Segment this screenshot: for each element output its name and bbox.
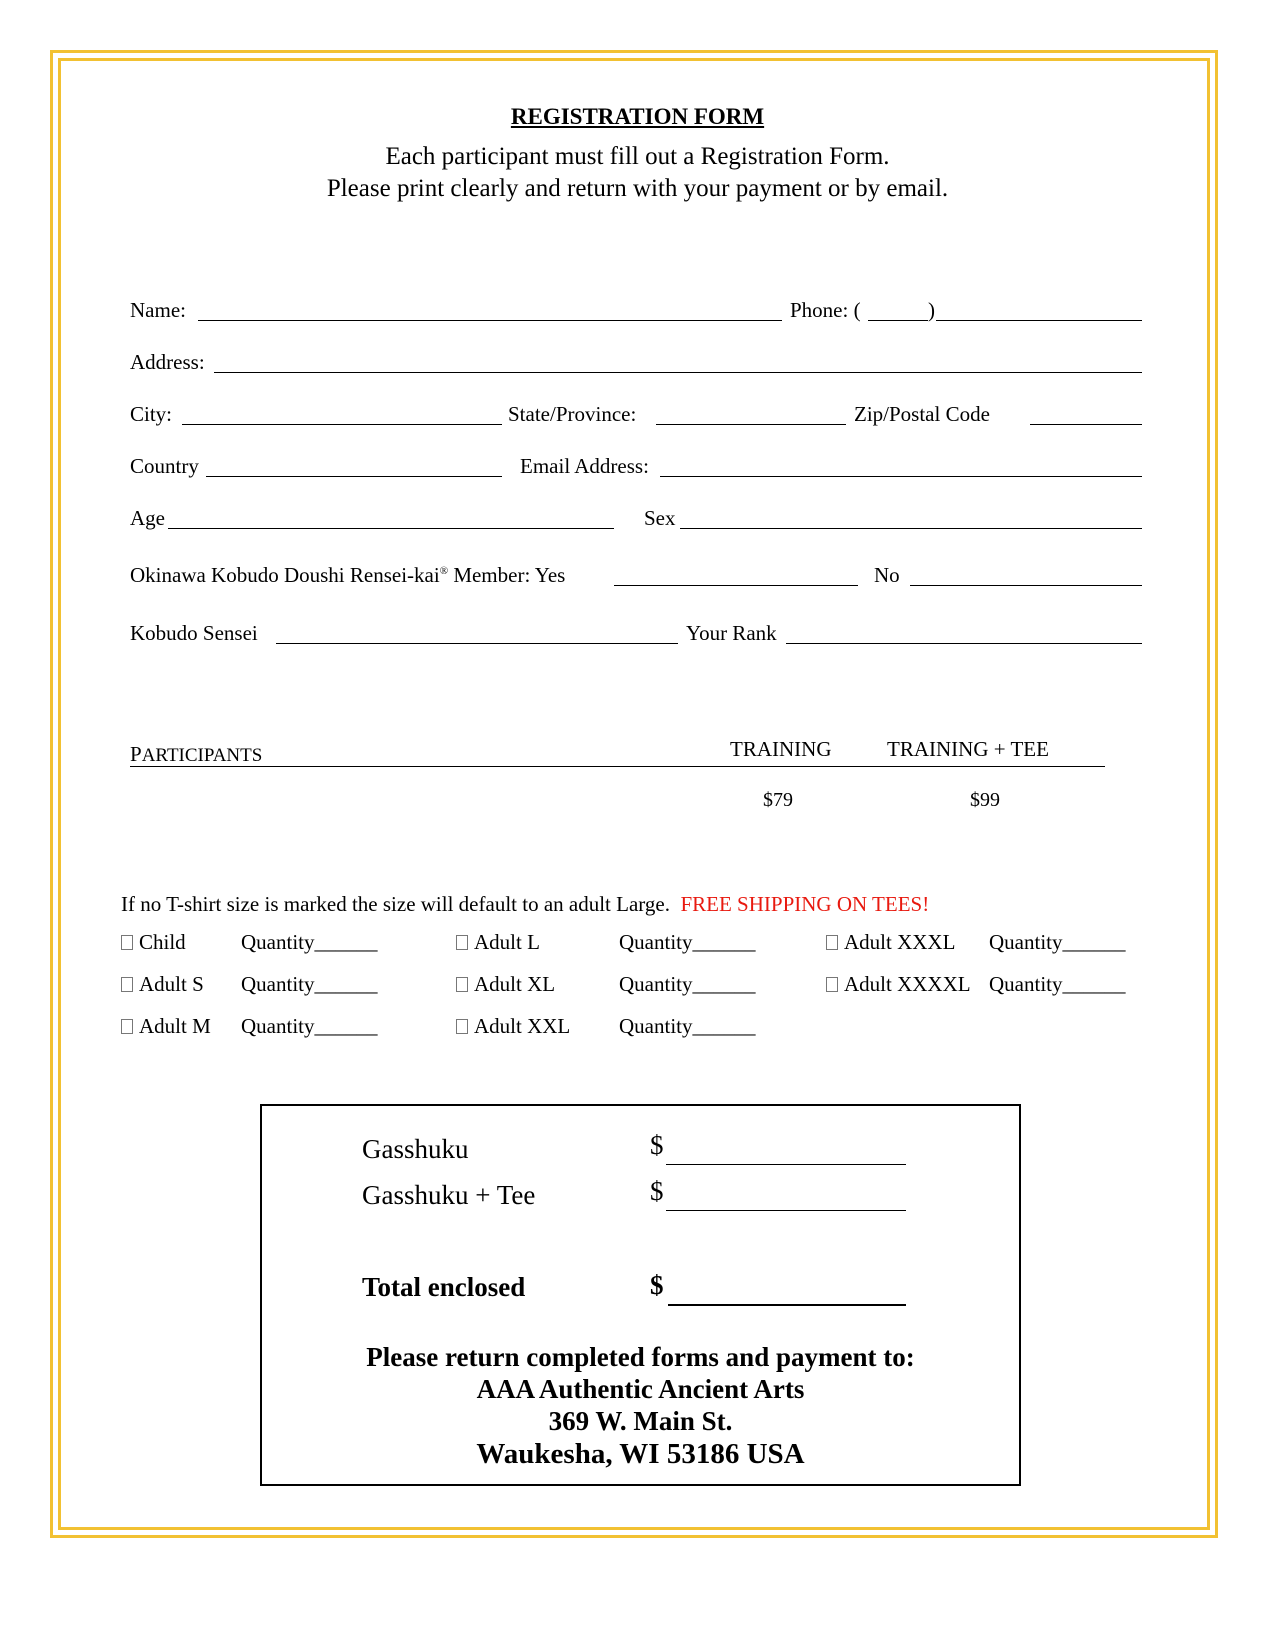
total-amount-field[interactable] — [668, 1304, 906, 1306]
size-adult-xxxxl[interactable]: Adult XXXXL — [826, 972, 971, 997]
training-tee-header: TRAINING + TEE — [887, 737, 1049, 761]
member-no-label: No — [874, 563, 900, 587]
quantity-adult-xxxl[interactable]: Quantity______ — [989, 930, 1126, 954]
rank-label: Your Rank — [686, 621, 777, 645]
member-yes-label: Member: Yes — [448, 563, 566, 587]
zip-label: Zip/Postal Code — [854, 402, 990, 426]
checkbox-icon[interactable] — [456, 935, 468, 950]
sensei-field[interactable] — [276, 643, 678, 644]
state-field[interactable] — [656, 424, 846, 425]
training-tee-price: $99 — [970, 789, 1000, 811]
age-sex-row — [130, 506, 1142, 536]
quantity-adult-m[interactable]: Quantity______ — [241, 1014, 378, 1038]
sex-label: Sex — [644, 506, 676, 530]
return-instructions: Please return completed forms and payment to: — [366, 1342, 915, 1372]
checkbox-icon[interactable] — [121, 935, 133, 950]
quantity-adult-xxxxl[interactable]: Quantity______ — [989, 972, 1126, 996]
member-yes-field[interactable] — [614, 585, 858, 586]
form-title: REGISTRATION FORM — [510, 104, 765, 129]
email-field[interactable] — [660, 476, 1142, 477]
quantity-adult-xxl[interactable]: Quantity______ — [619, 1014, 756, 1038]
participants-field[interactable] — [130, 766, 1105, 767]
total-dollar: $ — [650, 1270, 664, 1300]
address-field[interactable] — [214, 372, 1142, 373]
country-email-row — [130, 454, 1142, 484]
checkbox-icon[interactable] — [826, 977, 838, 992]
sensei-label: Kobudo Sensei — [130, 621, 258, 645]
checkbox-icon[interactable] — [456, 1019, 468, 1034]
member-no-field[interactable] — [910, 585, 1142, 586]
gasshuku-dollar: $ — [650, 1130, 664, 1160]
city-state-zip: Waukesha, WI 53186 USA — [476, 1438, 805, 1470]
email-label: Email Address: — [520, 454, 649, 478]
street-address: 369 W. Main St. — [548, 1406, 733, 1436]
participants-label: PARTICIPANTS — [130, 742, 263, 766]
member-row — [130, 563, 1142, 593]
training-price: $79 — [763, 789, 793, 811]
address-row — [130, 350, 1142, 380]
quantity-adult-xl[interactable]: Quantity______ — [619, 972, 756, 996]
instruction-line-1: Each participant must fill out a Registration Form. — [385, 143, 890, 170]
member-org: Okinawa Kobudo Doushi Rensei-kai — [130, 563, 440, 587]
size-adult-s[interactable]: Adult S — [121, 972, 204, 997]
name-phone-row — [130, 298, 1142, 328]
phone-field[interactable] — [936, 320, 1142, 321]
sensei-rank-row — [130, 621, 1142, 651]
country-label: Country — [130, 454, 199, 478]
city-state-zip-row — [130, 402, 1142, 432]
free-shipping-promo: FREE SHIPPING ON TEES! — [680, 892, 930, 916]
checkbox-icon[interactable] — [826, 935, 838, 950]
gasshuku-tee-dollar: $ — [650, 1176, 664, 1206]
org-name: AAA Authentic Ancient Arts — [476, 1374, 805, 1404]
phone-label: Phone: ( — [790, 298, 861, 322]
city-field[interactable] — [182, 424, 502, 425]
size-child[interactable]: Child — [121, 930, 186, 955]
payment-summary-box — [260, 1104, 1021, 1486]
gasshuku-amount-field[interactable] — [666, 1164, 906, 1165]
training-header: TRAINING — [730, 737, 832, 761]
size-adult-l[interactable]: Adult L — [456, 930, 540, 955]
name-field[interactable] — [198, 320, 782, 321]
country-field[interactable] — [206, 476, 502, 477]
size-adult-xxl[interactable]: Adult XXL — [456, 1014, 570, 1039]
member-label — [130, 563, 565, 588]
size-adult-m[interactable]: Adult M — [121, 1014, 211, 1039]
registered-mark: ® — [439, 565, 449, 577]
gasshuku-label: Gasshuku — [362, 1134, 469, 1164]
quantity-adult-s[interactable]: Quantity______ — [241, 972, 378, 996]
sex-field[interactable] — [680, 528, 1142, 529]
tshirt-note: If no T-shirt size is marked the size will default to an adult Large. FREE SHIPPING ON TEES! — [121, 892, 930, 916]
age-field[interactable] — [168, 528, 614, 529]
zip-field[interactable] — [1030, 424, 1142, 425]
total-label: Total enclosed — [362, 1272, 526, 1302]
quantity-child[interactable]: Quantity______ — [241, 930, 378, 954]
size-adult-xl[interactable]: Adult XL — [456, 972, 555, 997]
size-adult-xxxl[interactable]: Adult XXXL — [826, 930, 955, 955]
checkbox-icon[interactable] — [121, 1019, 133, 1034]
instruction-line-2: Please print clearly and return with your payment or by email. — [326, 175, 949, 202]
checkbox-icon[interactable] — [121, 977, 133, 992]
city-label: City: — [130, 402, 173, 426]
quantity-adult-l[interactable]: Quantity______ — [619, 930, 756, 954]
address-label: Address: — [130, 350, 205, 374]
phone-area-code-field[interactable] — [868, 320, 928, 321]
gasshuku-tee-label: Gasshuku + Tee — [362, 1180, 536, 1210]
name-label: Name: — [130, 298, 186, 322]
age-label: Age — [130, 506, 165, 530]
checkbox-icon[interactable] — [456, 977, 468, 992]
phone-close-paren: ) — [928, 298, 935, 322]
rank-field[interactable] — [786, 643, 1142, 644]
state-label: State/Province: — [508, 402, 637, 426]
gasshuku-tee-amount-field[interactable] — [666, 1210, 906, 1211]
